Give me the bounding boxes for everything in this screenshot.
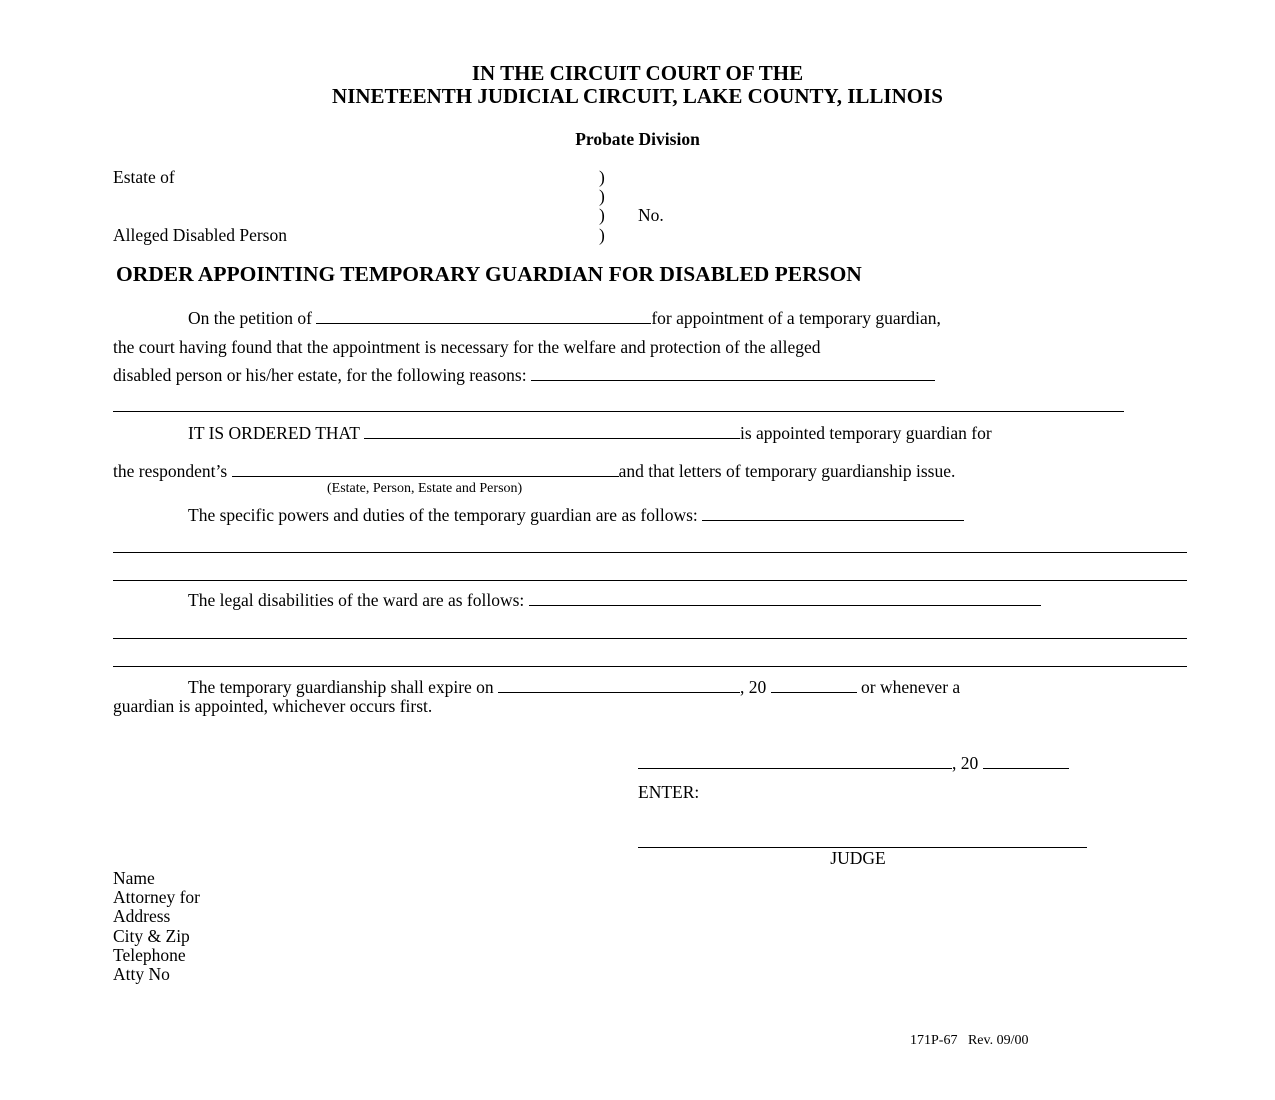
disabilities-blank-line[interactable] bbox=[113, 666, 1187, 667]
powers-blank-line[interactable] bbox=[113, 552, 1187, 553]
case-number-label: No. bbox=[638, 205, 664, 225]
caption-paren: ) bbox=[599, 225, 605, 245]
expiration-line bbox=[188, 677, 960, 697]
reasons-line bbox=[113, 365, 935, 385]
expiration-text-line2: guardian is appointed, whichever occurs first. bbox=[113, 696, 433, 716]
guardianship-type-hint: (Estate, Person, Estate and Person) bbox=[327, 481, 523, 496]
respondent-line bbox=[113, 461, 955, 481]
expiration-year-text: , 20 bbox=[740, 677, 771, 697]
guardian-name-blank[interactable] bbox=[364, 424, 740, 439]
attorney-city-zip-label: City & Zip bbox=[113, 926, 190, 946]
attorney-address-label: Address bbox=[113, 906, 171, 926]
disabilities-blank-line[interactable] bbox=[113, 638, 1187, 639]
expiration-date-blank[interactable] bbox=[498, 678, 740, 693]
caption-paren: ) bbox=[599, 186, 605, 206]
petition-text: On the petition of bbox=[188, 308, 317, 328]
reasons-blank-line[interactable] bbox=[113, 411, 1124, 412]
disabilities-line bbox=[188, 590, 1041, 610]
attorney-telephone-label: Telephone bbox=[113, 945, 186, 965]
judge-label: JUDGE bbox=[830, 848, 886, 868]
court-heading-line2: NINETEENTH JUDICIAL CIRCUIT, LAKE COUNTY, ILLINOIS bbox=[332, 84, 943, 108]
expiration-text-cont: or whenever a bbox=[856, 677, 961, 697]
ordered-text-cont: is appointed temporary guardian for bbox=[739, 423, 992, 443]
letters-text: and that letters of temporary guardianship issue. bbox=[618, 461, 956, 481]
petition-line bbox=[188, 308, 941, 328]
petitioner-blank[interactable] bbox=[316, 309, 651, 324]
attorney-for-label: Attorney for bbox=[113, 887, 200, 907]
document-title: ORDER APPOINTING TEMPORARY GUARDIAN FOR DISABLED PERSON bbox=[116, 262, 862, 286]
petition-text-cont: for appointment of a temporary guardian, bbox=[651, 308, 941, 328]
signature-year-blank[interactable] bbox=[983, 754, 1069, 769]
powers-text: The specific powers and duties of the temporary guardian are as follows: bbox=[188, 505, 703, 525]
disabilities-blank[interactable] bbox=[529, 591, 1041, 606]
signature-date-line bbox=[638, 753, 1069, 773]
attorney-number-label: Atty No bbox=[113, 964, 170, 984]
attorney-name-label: Name bbox=[113, 868, 155, 888]
expiration-text: The temporary guardianship shall expire on bbox=[188, 677, 499, 697]
court-heading-line1: IN THE CIRCUIT COURT OF THE bbox=[471, 61, 804, 85]
caption-paren: ) bbox=[599, 205, 605, 225]
respondent-text: the respondent’s bbox=[113, 461, 232, 481]
form-number: 171P-67 Rev. 09/00 bbox=[910, 1033, 1029, 1048]
powers-blank-line[interactable] bbox=[113, 580, 1187, 581]
estate-of-label: Estate of bbox=[113, 167, 175, 187]
caption-paren: ) bbox=[599, 167, 605, 187]
division-heading: Probate Division bbox=[575, 129, 700, 149]
signature-date-blank[interactable] bbox=[638, 754, 952, 769]
enter-label: ENTER: bbox=[638, 782, 700, 802]
powers-blank[interactable] bbox=[702, 506, 964, 521]
ordered-line bbox=[188, 423, 992, 443]
reasons-blank[interactable] bbox=[531, 366, 935, 381]
ordered-text: IT IS ORDERED THAT bbox=[188, 423, 364, 443]
alleged-disabled-person-label: Alleged Disabled Person bbox=[113, 225, 287, 245]
disabilities-text: The legal disabilities of the ward are as follows: bbox=[188, 590, 529, 610]
finding-text: the court having found that the appointment is necessary for the welfare and protection of the alleged bbox=[113, 337, 821, 357]
reasons-text: disabled person or his/her estate, for the following reasons: bbox=[113, 365, 531, 385]
signature-year-text: , 20 bbox=[952, 753, 983, 773]
powers-line bbox=[188, 505, 964, 525]
expiration-year-blank[interactable] bbox=[771, 678, 857, 693]
guardianship-type-blank[interactable] bbox=[232, 462, 619, 477]
